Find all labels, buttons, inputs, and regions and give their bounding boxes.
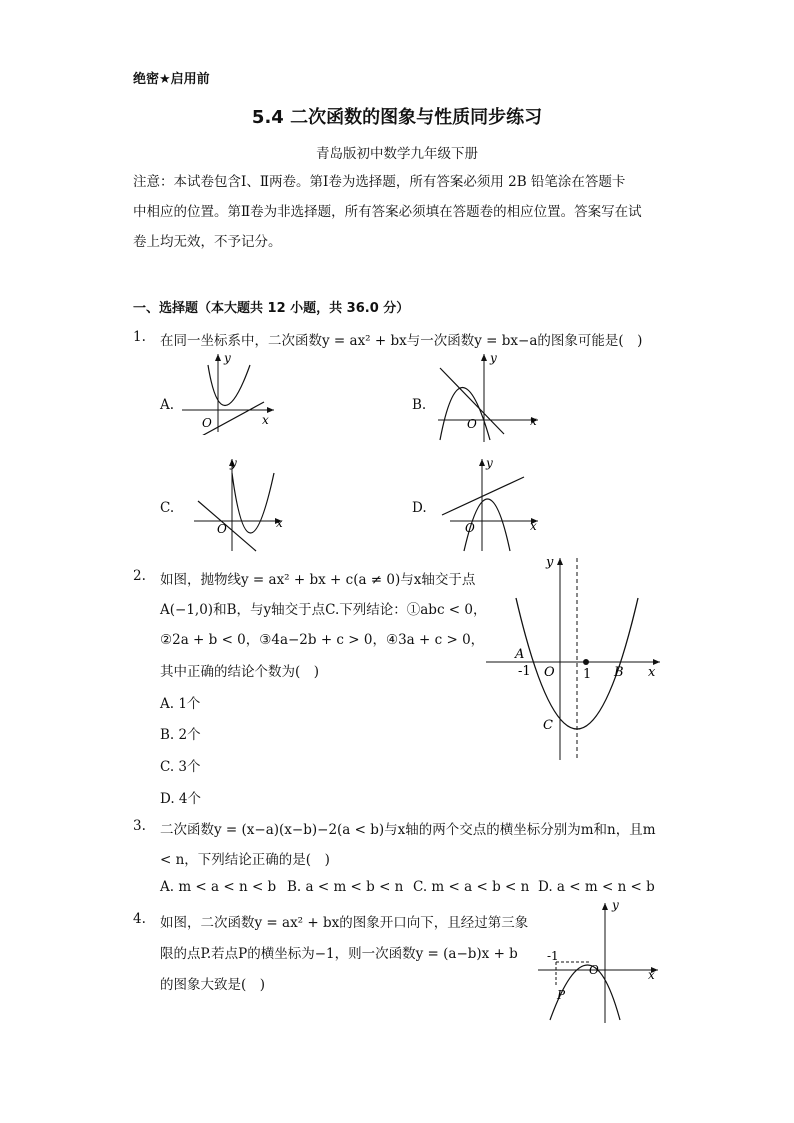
q2-option-b: B. 2个 bbox=[160, 727, 201, 743]
q4-x-label: x bbox=[648, 968, 655, 982]
q1-text: 在同一坐标系中，二次函数y = ax² + bx与一次函数y = bx−a的图象可能是( ) bbox=[160, 333, 643, 349]
notice bbox=[133, 167, 663, 257]
q2-line-1: 如图，抛物线y = ax² + bx + c(a ≠ 0)与x轴交于点 bbox=[160, 572, 476, 588]
q1c-origin-label: O bbox=[217, 522, 227, 536]
q3-option-d: D. a < m < n < b bbox=[538, 879, 655, 895]
q1b-origin-label: O bbox=[467, 417, 477, 431]
q1c-x-label: x bbox=[276, 516, 283, 530]
q2-number: 2. bbox=[133, 568, 146, 584]
q1d-origin-label: O bbox=[465, 521, 475, 535]
q4-point-p-label: P bbox=[557, 988, 566, 1002]
q2-option-c: C. 3个 bbox=[160, 759, 201, 775]
q4-y-label: y bbox=[612, 898, 619, 912]
q3-number: 3. bbox=[133, 818, 146, 834]
page-subtitle: 青岛版初中数学九年级下册 bbox=[316, 146, 478, 162]
q2-line-4: 其中正确的结论个数为( ) bbox=[160, 664, 320, 680]
q2-origin-label: O bbox=[544, 665, 555, 680]
notice-line-2: 中相应的位置。第Ⅱ卷为非选择题，所有答案必须填在答题卷的相应位置。答案写在试 bbox=[133, 204, 642, 220]
q3-option-a: A. m < a < n < b bbox=[160, 879, 277, 895]
q1-option-d-label: D. bbox=[412, 500, 427, 516]
q1-option-c-label: C. bbox=[160, 500, 175, 516]
q4-parabola-figure bbox=[530, 895, 665, 1025]
q2-option-a: A. 1个 bbox=[160, 696, 201, 712]
q1b-x-label: x bbox=[530, 414, 537, 428]
q1-option-c-graph bbox=[190, 455, 290, 555]
confidential-label: 绝密★启用前 bbox=[133, 72, 210, 87]
notice-line-3: 卷上均无效，不予记分。 bbox=[133, 234, 282, 250]
q1b-y-label: y bbox=[490, 351, 497, 365]
q4-line-3: 的图象大致是( ) bbox=[160, 977, 266, 993]
q1-option-a-graph bbox=[178, 350, 278, 435]
q1-number: 1. bbox=[133, 329, 146, 345]
q4-line-1: 如图，二次函数y = ax² + bx的图象开口向下，且经过第三象 bbox=[160, 915, 529, 931]
q2-y-label: y bbox=[546, 555, 554, 570]
q2-point-c-label: C bbox=[543, 718, 553, 733]
q2-line-3: ②2a + b < 0，③4a−2b + c > 0，④3a + c > 0， bbox=[160, 632, 485, 648]
q2-line-2: A(−1,0)和B，与y轴交于点C.下列结论：①abc < 0， bbox=[160, 602, 487, 618]
q2-point-b-label: B bbox=[614, 665, 624, 680]
q1a-origin-label: O bbox=[202, 416, 212, 430]
q4-number: 4. bbox=[133, 911, 146, 927]
notice-line-1: 注意：本试卷包含Ⅰ、Ⅱ两卷。第Ⅰ卷为选择题，所有答案必须用 2B 铅笔涂在答题卡 bbox=[133, 174, 626, 190]
q1a-y-label: y bbox=[224, 351, 231, 365]
q3-line-1: 二次函数y = (x−a)(x−b)−2(a < b)与x轴的两个交点的横坐标分别为m和n，且m bbox=[160, 822, 656, 838]
q2-point-a-label: A bbox=[515, 647, 525, 662]
q4-origin-label: O bbox=[589, 963, 599, 977]
page-title: 5.4 二次函数的图象与性质同步练习 bbox=[251, 107, 543, 128]
q1d-x-label: x bbox=[530, 519, 537, 533]
q1-option-d-graph bbox=[430, 455, 545, 555]
q3-option-c: C. m < a < b < n bbox=[413, 879, 530, 895]
section-heading: 一、选择题（本大题共 12 小题，共 36.0 分） bbox=[133, 301, 410, 316]
q1-option-b-graph bbox=[430, 350, 545, 445]
q2-parabola-figure bbox=[480, 550, 670, 765]
q1a-x-label: x bbox=[262, 413, 269, 427]
q4-line-2: 限的点P.若点P的横坐标为−1，则一次函数y = (a−b)x + b bbox=[160, 946, 518, 962]
q3-option-b: B. a < m < b < n bbox=[287, 879, 404, 895]
q2-x-label: x bbox=[648, 665, 656, 680]
q4-neg1-label: -1 bbox=[547, 949, 559, 963]
q2-neg1-label: -1 bbox=[518, 664, 531, 679]
q3-line-2: < n，下列结论正确的是( ) bbox=[160, 852, 330, 868]
q1c-y-label: y bbox=[230, 456, 237, 470]
q1-option-b-label: B. bbox=[412, 397, 427, 413]
q1-option-a-label: A. bbox=[160, 397, 175, 413]
q1d-y-label: y bbox=[486, 456, 493, 470]
q2-one-label: 1 bbox=[583, 667, 592, 682]
q2-option-d: D. 4个 bbox=[160, 791, 202, 807]
